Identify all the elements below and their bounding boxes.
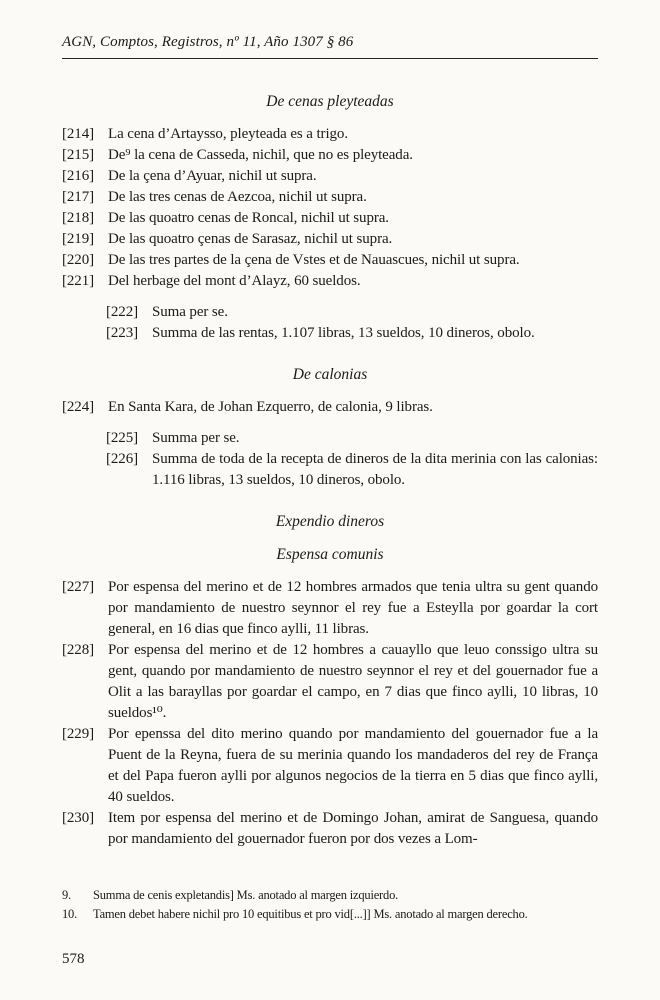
- entry-text: De⁹ la cena de Casseda, nichil, que no es pleyteada.: [108, 147, 413, 163]
- entry-number: [216]: [62, 168, 94, 184]
- entry-number: [218]: [62, 210, 94, 226]
- document-section: [62, 91, 598, 344]
- entry-text: De las quoatro cenas de Roncal, nichil ut supra.: [108, 210, 389, 226]
- entry-number: [227]: [62, 579, 94, 595]
- footnote-number: 9.: [62, 888, 71, 902]
- entry-number: [222]: [106, 304, 138, 320]
- page-number: 578: [62, 951, 85, 967]
- entry-number: [223]: [106, 325, 138, 341]
- page-header: [62, 34, 598, 59]
- footnotes: [62, 886, 598, 923]
- entry-226: [106, 449, 598, 491]
- entry-text: Por espensa del merino et de 12 hombres a cauayllo que leuo conssigo ultra su gent, quando por mandamiento de nuestro seynnor el rey et del gouernador fue a Olit a las barayllas por goardar el campo, en 7 dias que finco aylli, 10 libras, 10 sueldos¹⁰.: [108, 642, 598, 721]
- footnote-text: Tamen debet habere nichil pro 10 equitibus et pro vid[...]] Ms. anotado al margen derecho.: [93, 906, 528, 921]
- entry-text: La cena d’Artaysso, pleyteada es a trigo.: [108, 126, 348, 142]
- entry-218: [62, 208, 598, 229]
- entry-text: Item por espensa del merino et de Domingo Johan, amirat de Sanguesa, quando por mandamiento del gouernador fueron por dos vezes a Lom-: [108, 810, 598, 847]
- footnote: [62, 886, 598, 905]
- section-subheading: Espensa comunis: [276, 546, 384, 563]
- entry-221: [62, 271, 598, 292]
- entry-225: [106, 428, 598, 449]
- entry-224: [62, 397, 598, 418]
- footnote-text: Summa de cenis expletandis] Ms. anotado al margen izquierdo.: [93, 888, 399, 902]
- entry-216: [62, 166, 598, 187]
- entry-number: [219]: [62, 231, 94, 247]
- entry-text: Del herbage del mont d’Alayz, 60 sueldos.: [108, 273, 361, 289]
- entry-number: [229]: [62, 726, 94, 742]
- entry-number: [224]: [62, 399, 94, 415]
- footnote-number: 10.: [62, 906, 78, 921]
- entry-text: Summa de las rentas, 1.107 libras, 13 sueldos, 10 dineros, obolo.: [152, 325, 535, 341]
- entry-text: De la çena d’Ayuar, nichil ut supra.: [108, 168, 317, 184]
- entry-217: [62, 187, 598, 208]
- entry-214: [62, 124, 598, 145]
- entry-215: [62, 145, 598, 166]
- entry-number: [215]: [62, 147, 94, 163]
- entry-number: [217]: [62, 189, 94, 205]
- entry-223: [106, 323, 598, 344]
- entry-number: [214]: [62, 126, 94, 142]
- entry-number: [228]: [62, 642, 94, 658]
- entry-text: De las tres partes de la çena de Vstes et de Nauascues, nichil ut supra.: [108, 252, 520, 268]
- document-body: [62, 91, 598, 850]
- section-heading: De calonias: [292, 366, 368, 383]
- entry-number: [226]: [106, 451, 138, 467]
- running-head-citation: AGN, Comptos, Registros, nº 11, Año 1307 § 86: [62, 34, 598, 59]
- entry-text: De las quoatro çenas de Sarasaz, nichil ut supra.: [108, 231, 393, 247]
- document-section: [62, 364, 598, 491]
- entry-number: [221]: [62, 273, 94, 289]
- entry-text: Suma per se.: [152, 304, 228, 320]
- entry-219: [62, 229, 598, 250]
- entry-228: [62, 640, 598, 724]
- footnote: [62, 905, 598, 924]
- entry-text: En Santa Kara, de Johan Ezquerro, de calonia, 9 libras.: [108, 399, 433, 415]
- entry-222: [106, 302, 598, 323]
- section-heading: De cenas pleyteadas: [266, 93, 394, 110]
- entry-227: [62, 577, 598, 640]
- entry-230: [62, 808, 598, 850]
- page-footer: [62, 886, 598, 968]
- entry-text: Summa per se.: [152, 430, 240, 446]
- entry-229: [62, 724, 598, 808]
- document-section: [62, 511, 598, 850]
- entry-text: De las tres cenas de Aezcoa, nichil ut supra.: [108, 189, 367, 205]
- entry-text: Summa de toda de la recepta de dineros de la dita merinia con las calonias: 1.116 libras, 13 sueldos, 10 dineros, obolo.: [152, 451, 598, 488]
- entry-text: Por espensa del merino et de 12 hombres armados que tenia ultra su gent quando por mandamiento de nuestro seynnor el rey fue a Esteylla por goardar la cort general, en 16 dias que finco aylli, 11 libras.: [108, 579, 598, 637]
- entry-text: Por epenssa del dito merino quando por mandamiento del gouernador fue a la Puent de la Reyna, fuera de su merinia quando los mandaderos del rey de França et del Papa fueron aylli por algunos negocios de la tierra en 5 dias que finco aylli, 40 sueldos.: [108, 726, 598, 805]
- entry-number: [230]: [62, 810, 94, 826]
- entry-number: [220]: [62, 252, 94, 268]
- entry-220: [62, 250, 598, 271]
- entry-number: [225]: [106, 430, 138, 446]
- section-heading: Expendio dineros: [275, 513, 385, 530]
